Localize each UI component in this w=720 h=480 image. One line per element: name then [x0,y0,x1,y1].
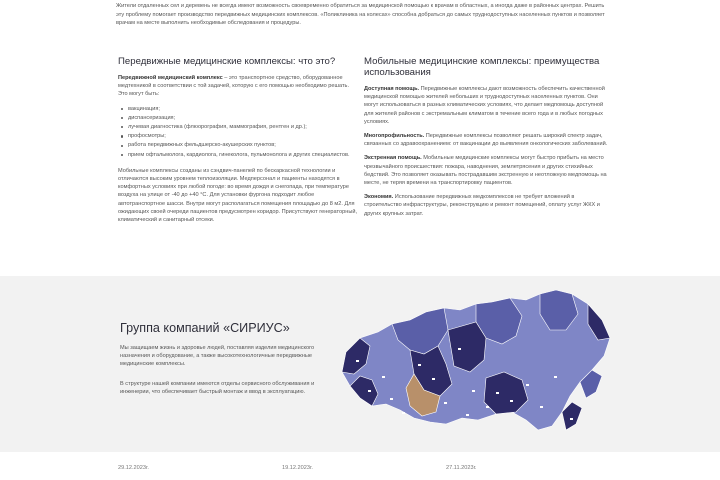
advantage-term: Многопрофильность. [364,133,425,140]
company-service-paragraph: В структуре нашей компании имеются отделы сервисного обслуживания и инженерии, что обеспечивает быстрый монтаж и ввод в эксплуатацию. [120,381,315,396]
company-section [0,276,720,452]
what-is-title: Передвижные медицинские комплексы: что это? [118,56,336,67]
list-item: профосмотры; [118,132,360,140]
advantage-item [364,85,612,126]
company-paragraph: Мы защищаем жизнь и здоровье людей, поставляя изделия медицинского назначения и оборудование, а также высокотехнологичные передвижные медицинские комплексы. [120,345,315,368]
company-title: Группа компаний «СИРИУС» [120,321,290,335]
tasks-list [118,105,360,159]
what-is-section [118,56,360,230]
advantage-item [364,132,612,148]
advantage-term: Экономия. [364,194,394,201]
intro-text: Жители отдаленных сел и деревень не всегда имеют возможность своевременно обратиться за медицинской помощью к врачам в областных, а иногда даже в районных центрах. Решить эту проблему помогает производство передвижных медицинских комплексов. «Поликлиника на колесах» способна добраться до самых труднодоступных населенных пунктов и позволяет врачам на месте выполнить необходимые обследования и процедуры. [116,3,605,27]
news-date: 27.11.2023г. [446,465,477,471]
definition-text: – это транспортное средство, оборудованное медтехникой в соответствии с той задачей, которую с его помощью необходимо решать. Это могут быть: [118,75,350,98]
news-date: 29.12.2023г. [118,465,149,471]
list-item: вакцинация; [118,105,360,113]
news-date: 19.12.2023г. [282,465,313,471]
advantages-section [364,56,612,224]
construction-paragraph: Мобильные комплексы созданы из сэндвич-панелей по бескаркасной технологии и отличаются высоким уровнем теплоизоляции. Медперсонал и пациенты находятся в комфортных условиях при любой погоде: во время дождя и снегопада, при температуре воздуха на улице от -40 до +40 °С. Для установки фургона подходит любое автотранспортное шасси. Внутри могут располагаться помещения площадью до 8 м2. Для ожидающих своей очереди пациентов предусмотрен коридор. Присутствуют генераторный, климатический и санитарный отсеки. [118,167,358,224]
what-is-paragraph [118,74,360,99]
advantage-text: Мобильные медицинские комплексы могут быстро прибыть на место чрезвычайного происшествия: пожара, наводнения, землетрясения и других стихийных бедствий. Это позволяет оказывать пострадавшим экстренную и неотложную медпомощь на месте, не теряя времени на транспортировку пациентов. [364,155,607,187]
advantage-text: Использование передвижных медкомплексов не требует вложений в строительство инфраструктуры, реконструкцию и ремонт помещений, оплату услуг ЖКХ и других крупных затрат. [364,194,600,217]
advantage-text: Передвижные комплексы дают возможность обеспечить качественной медицинской помощью жителей небольших и труднодоступных населенных пунктов. Они могут использоваться в разных климатических условиях, что делает медпомощь доступной для жителей районов с экстремальным климатом в течение всего года и в любых погодных условиях. [364,86,605,125]
list-item: диспансеризация; [118,114,360,122]
advantage-term: Экстренная помощь. [364,155,422,162]
advantage-term: Доступная помощь. [364,86,420,92]
definition-term: Передвижной медицинский комплекс [118,75,223,81]
advantage-item [364,154,612,187]
advantage-item [364,193,612,218]
russia-coverage-map [326,280,616,450]
list-item: работа передвижных фельдшерско-акушерских пунктов; [118,141,360,149]
advantage-text: Передвижные комплексы позволяют решать широкий спектр задач, связанных со здравоохранением: от вакцинации до выявления онкологических заболеваний. [364,133,608,148]
list-item: прием офтальмолога, кардиолога, гинеколога, пульмонолога и других специалистов. [118,151,360,159]
list-item: лучевая диагностика (флюорография, маммография, рентген и др.); [118,123,360,131]
advantages-title: Мобильные медицинские комплексы: преимущества использования [364,56,600,78]
